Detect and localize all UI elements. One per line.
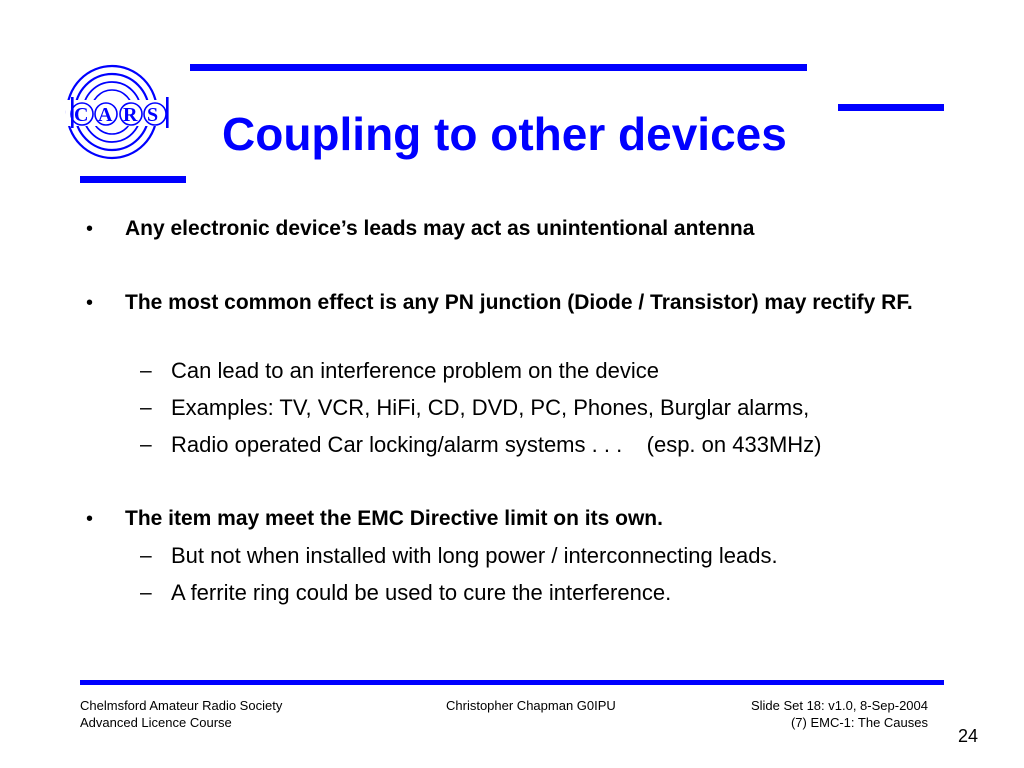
bullet-text: The most common effect is any PN junction (Diode / Transistor) may rectify RF. bbox=[125, 291, 913, 314]
footer-author: Christopher Chapman G0IPU bbox=[446, 698, 616, 713]
footer-course: Advanced Licence Course bbox=[80, 715, 232, 730]
logo-letter-s: S bbox=[147, 104, 159, 126]
sub-bullet-marker: – bbox=[140, 581, 152, 604]
sub-bullet-marker: – bbox=[140, 433, 152, 456]
sub-bullet-text: Radio operated Car locking/alarm systems . . . (esp. on 433MHz) bbox=[171, 432, 822, 457]
logo-letter-a: A bbox=[98, 104, 113, 126]
sub-bullet-text: Examples: TV, VCR, HiFi, CD, DVD, PC, Phones, Burglar alarms, bbox=[171, 395, 810, 420]
footer-org: Chelmsford Amateur Radio Society bbox=[80, 698, 283, 713]
sub-bullet-text: A ferrite ring could be used to cure the interference. bbox=[171, 580, 672, 605]
page-number: 24 bbox=[957, 726, 978, 746]
bullet-text: The item may meet the EMC Directive limit on its own. bbox=[125, 507, 663, 530]
logo-letter-r: R bbox=[123, 104, 138, 126]
footer-slide-set: Slide Set 18: v1.0, 8-Sep-2004 bbox=[750, 698, 928, 713]
slide-title: Coupling to other devices bbox=[222, 108, 787, 160]
logo-letter-c: C bbox=[74, 104, 89, 126]
bullet-text: Any electronic device’s leads may act as unintentional antenna bbox=[125, 217, 755, 240]
bullet-marker: • bbox=[86, 508, 94, 530]
sub-bullet-marker: – bbox=[140, 359, 152, 382]
sub-bullet-text: Can lead to an interference problem on the device bbox=[171, 358, 659, 383]
bullet-marker: • bbox=[86, 292, 94, 314]
footer-rule bbox=[80, 680, 944, 685]
sub-bullet-text: But not when installed with long power / interconnecting leads. bbox=[171, 543, 778, 568]
sub-bullet-marker: – bbox=[140, 396, 152, 419]
bullet-marker: • bbox=[86, 218, 94, 240]
footer-section: (7) EMC-1: The Causes bbox=[790, 715, 928, 730]
sub-bullet-marker: – bbox=[140, 544, 152, 567]
